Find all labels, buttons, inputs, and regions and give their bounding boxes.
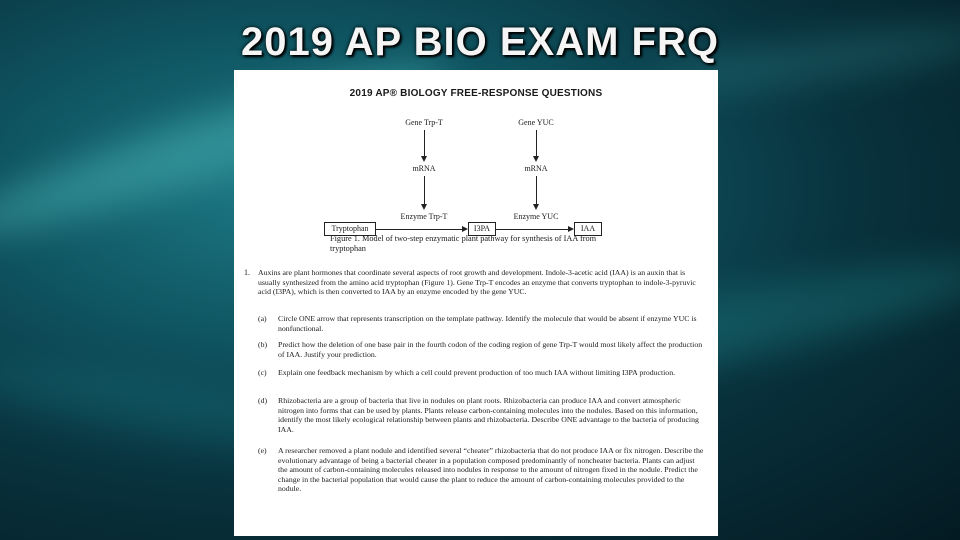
part-d-text: Rhizobacteria are a group of bacteria that live in nodules on plant roots. Rhizobacteria can produce IAA and convert atmospheric nitrogen into forms that can be used by plants. Plants release carbon-containing molecules into the nodules. Based on this information, identify the most likely ecological relationship between plants and rhizobacteria. Describe ONE advantage to the bacteria of producing IAA. [278, 396, 699, 434]
part-c-text: Explain one feedback mechanism by which a cell could prevent production of too much IAA without limiting I3PA production. [278, 368, 676, 377]
tryptophan-box: Tryptophan [324, 222, 376, 236]
arrowhead [533, 156, 539, 162]
page-header: 2019 AP® BIOLOGY FREE-RESPONSE QUESTIONS [349, 88, 603, 99]
transcription-arrow[interactable] [424, 130, 425, 158]
iaa-box: IAA [574, 222, 602, 236]
slide-title: 2019 AP BIO EXAM FRQ [241, 20, 719, 64]
arrowhead [533, 204, 539, 210]
question-intro: Auxins are plant hormones that coordinate several aspects of root growth and development. Indole-3-acetic acid (IAA) is an auxin that is usually synthesized from the amino acid tryptophan (Figure 1). Gene Trp-T encodes an enzyme that converts tryptophan to indole-3-pyruvic acid (I3PA), which is then converted to IAA by an enzyme encoded by the gene YUC. [258, 268, 696, 297]
part-label: (d) [258, 396, 268, 405]
exam-page [234, 70, 718, 536]
reaction-arrow[interactable] [376, 229, 464, 230]
mrna-label: mRNA [412, 164, 436, 173]
part-b-text: Predict how the deletion of one base pair in the fourth codon of the coding region of gene Trp-T would most likely affect the production of IAA. Justify your prediction. [278, 340, 703, 359]
enzyme-trp-t-label: Enzyme Trp-T [400, 212, 448, 221]
pathway-diagram [324, 112, 624, 252]
part-e-text: A researcher removed a plant nodule and identified several “cheater” rhizobacteria that do not produce IAA or fix nitrogen. Describe the evolutionary advantage of being a bacterial cheater in a population composed predominantly of noncheater bacteria. Plants can adjust the amount of carbon-containing molecules released into nodules in response to the amount of nitrogen fixed in the nodule. Predict the change in the bacterial population that would cause the plant to reduce the amount of carbon-containing molecules provided to the nodule. [278, 446, 704, 494]
transcription-arrow[interactable] [536, 130, 537, 158]
gene-trp-t-label: Gene Trp-T [405, 118, 443, 127]
translation-arrow[interactable] [424, 176, 425, 206]
i3pa-box: I3PA [468, 222, 496, 236]
part-label: (a) [258, 314, 267, 323]
enzyme-yuc-label: Enzyme YUC [513, 212, 559, 221]
question-number: 1. [244, 268, 250, 277]
figure-caption: Figure 1. Model of two-step enzymatic plant pathway for synthesis of IAA from tryptophan [330, 234, 597, 253]
part-label: (b) [258, 340, 268, 349]
arrowhead [462, 226, 468, 232]
part-label: (e) [258, 446, 267, 455]
arrowhead [421, 204, 427, 210]
arrowhead [568, 226, 574, 232]
part-label: (c) [258, 368, 267, 377]
gene-yuc-label: Gene YUC [518, 118, 554, 127]
translation-arrow[interactable] [536, 176, 537, 206]
part-a-text: Circle ONE arrow that represents transcription on the template pathway. Identify the molecule that would be absent if enzyme YUC is nonfunctional. [278, 314, 697, 333]
mrna-label: mRNA [524, 164, 548, 173]
reaction-arrow[interactable] [496, 229, 570, 230]
arrowhead [421, 156, 427, 162]
